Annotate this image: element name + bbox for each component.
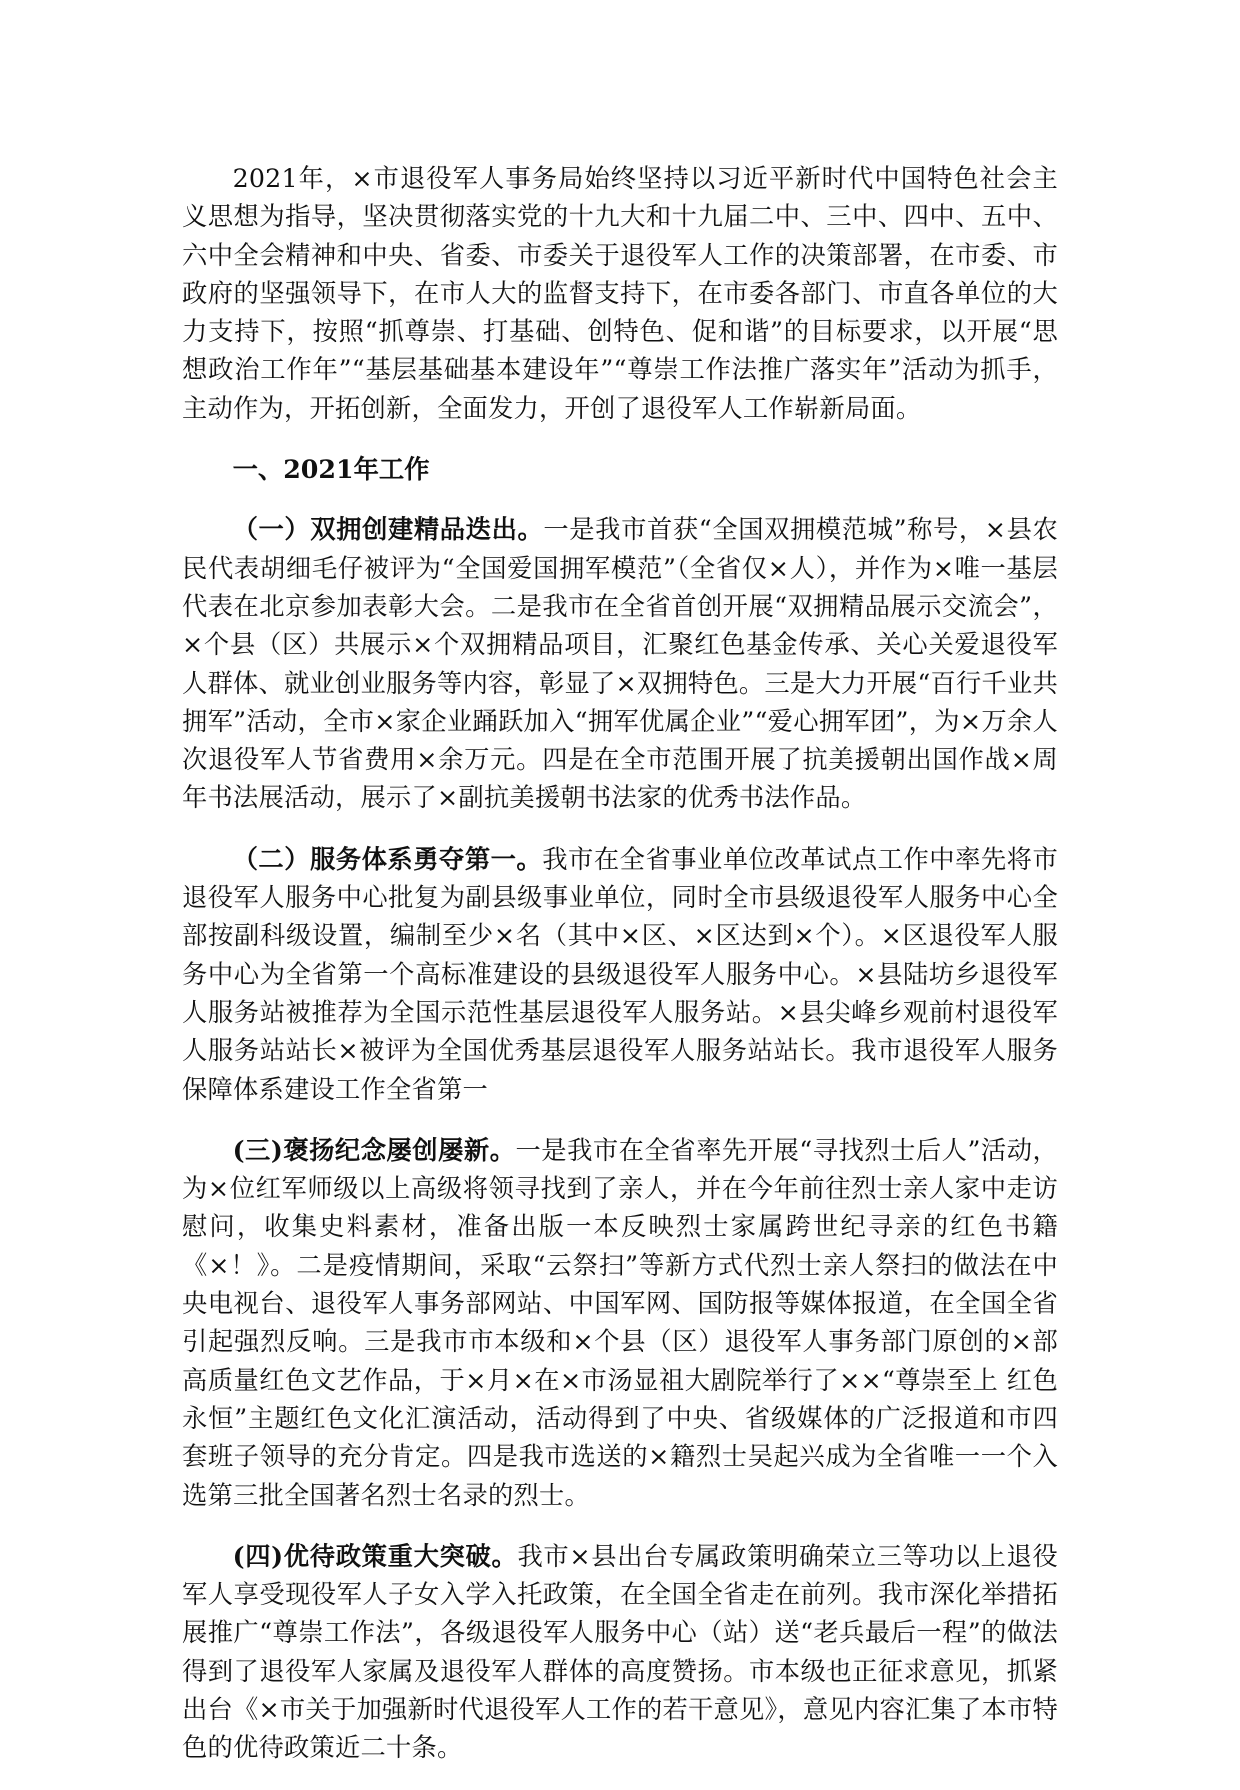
item-body-1: 一是我市首获“全国双拥模范城”称号，×县农民代表胡细毛仔被评为“全国爱国拥军模范”（全省仅×人），并作为×唯一基层代表在北京参加表彰大会。二是我市在全省首创开展“双拥精品展示交流会”，×个县（区）共展示×个双拥精品项目，汇聚红色基金传承、关心关爱退役军人群体、就业创业服务等内容，彰显了×双拥特色。三是大力开展“百行千业共拥军”活动，全市×家企业踊跃加入“拥军优属企业”“爱心拥军团”，为×万余人次退役军人节省费用×余万元。四是在全市范围开展了抗美援朝出国作战×周年书法展活动，展示了×副抗美援朝书法家的优秀书法作品。 [182, 515, 1058, 813]
item-lead-2: （二）服务体系勇夺第一。 [232, 843, 543, 874]
intro-paragraph: 2021年，×市退役军人事务局始终坚持以习近平新时代中国特色社会主义思想为指导，坚决贯彻落实党的十九大和十九届二中、三中、四中、五中、六中全会精神和中央、省委、市委关于退役军人工作的决策部署，在市委、市政府的坚强领导下，在市人大的监督支持下，在市委各部门、市直各单位的大力支持下，按照“抓尊崇、打基础、创特色、促和谐”的目标要求，以开展“思想政治工作年”“基层基础基本建设年”“尊崇工作法推广落实年”活动为抓手，主动作为，开拓创新，全面发力，开创了退役军人工作崭新局面。 [182, 164, 1058, 423]
item-paragraph-2 [182, 840, 1058, 1109]
item-paragraph-4 [182, 1537, 1058, 1768]
document-page [182, 160, 1058, 1790]
item-lead-4: (四)优待政策重大突破。 [232, 1540, 518, 1571]
item-body-2: 我市在全省事业单位改革试点工作中率先将市退役军人服务中心批复为副县级事业单位，同时全市县级退役军人服务中心全部按副科级设置，编制至少×名（其中×区、×区达到×个）。×区退役军人服务中心为全省第一个高标准建设的县级退役军人服务中心。×县陆坊乡退役军人服务站被推荐为全国示范性基层退役军人服务站。×县尖峰乡观前村退役军人服务站站长×被评为全国优秀基层退役军人服务站站长。我市退役军人服务保障体系建设工作全省第一 [182, 844, 1058, 1104]
item-paragraph-3 [182, 1131, 1058, 1515]
item-paragraph-1 [182, 510, 1058, 817]
item-lead-3: (三)褒扬纪念屡创屡新。 [232, 1134, 516, 1165]
section-heading: 一、2021年工作 [232, 454, 430, 485]
item-body-3: 一是我市在全省率先开展“寻找烈士后人”活动，为×位红军师级以上高级将领寻找到了亲人，并在今年前往烈士亲人家中走访慰问，收集史料素材，准备出版一本反映烈士家属跨世纪寻亲的红色书籍《×！》。二是疫情期间，采取“云祭扫”等新方式代烈士亲人祭扫的做法在中央电视台、退役军人事务部网站、中国军网、国防报等媒体报道，在全国全省引起强烈反响。三是我市市本级和×个县（区）退役军人事务部门原创的×部高质量红色文艺作品，于×月×在×市汤显祖大剧院举行了××“尊崇至上 红色永恒”主题红色文化汇演活动，活动得到了中央、省级媒体的广泛报道和市四套班子领导的充分肯定。四是我市选送的×籍烈士吴起兴成为全省唯一一个入选第三批全国著名烈士名录的烈士。 [182, 1135, 1058, 1510]
item-lead-1: （一）双拥创建精品迭出。 [232, 514, 544, 545]
item-body-4: 我市×县出台专属政策明确荣立三等功以上退役军人享受现役军人子女入学入托政策，在全国全省走在前列。我市深化举措拓展推广“尊崇工作法”，各级退役军人服务中心（站）送“老兵最后一程”的做法得到了退役军人家属及退役军人群体的高度赞扬。市本级也正征求意见，抓紧出台《×市关于加强新时代退役军人工作的若干意见》，意见内容汇集了本市特色的优待政策近二十条。 [182, 1541, 1058, 1763]
